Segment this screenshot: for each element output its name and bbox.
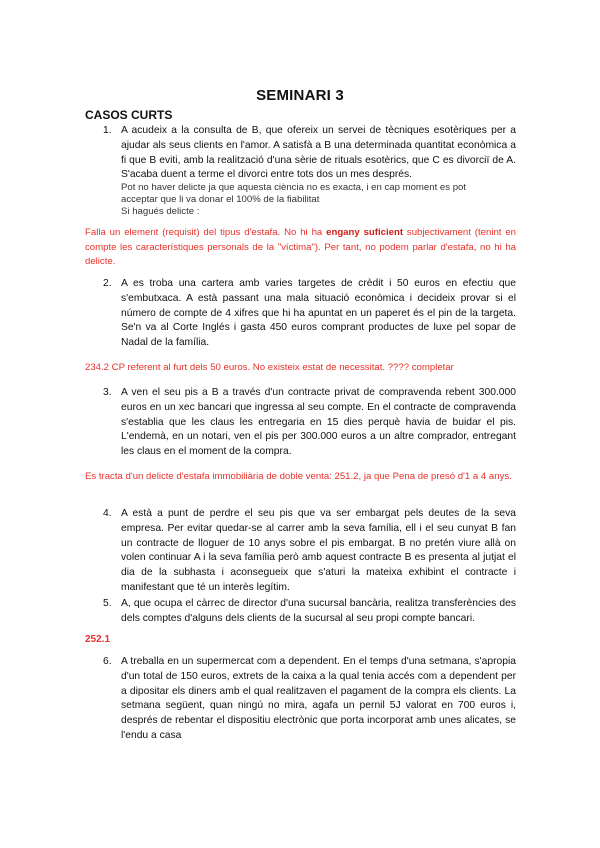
case-text: A està a punt de perdre el seu pis que va ser embargat pels deutes de la seva empresa. Per evitar quedar-se al carrer amb la seva família, ell i el seu cunyat B fan un contracte de lloguer de 10 anys sobre el pis embargat. B no pretén viure allà on volen continuar A i la seva família però amb aquest contracte B es presenta al jutjat el dia de la subhasta i aconsegueix que s'aturi la mateixa exhibint el contracte i manifestant que té un interès legítim. bbox=[121, 508, 516, 593]
note-line: Pot no haver delicte ja que aquesta ciència no es exacta, i en cap moment es pot bbox=[121, 182, 467, 193]
note-line: Si hagués delicte : bbox=[121, 206, 200, 217]
answer-case-2: 234.2 CP referent al furt dels 50 euros. No existeix estat de necessitat. ???? completar bbox=[85, 362, 454, 373]
case-number: 5. bbox=[103, 598, 112, 609]
case-number: 3. bbox=[103, 387, 112, 398]
case-text: A, que ocupa el càrrec de director d'una sucursal bancària, realitza transferències des dels comptes d'alguns dels clients de la sucursal al seu propi compte bancari. bbox=[121, 598, 516, 624]
answer-case-1: Falla un element (requisit) del tipus d'estafa. No hi ha engany suficient subjectivament (tenint en compte les característiques personals de la "víctima"). Per tant, no podem parlar d'estafa, no hi ha delicte. bbox=[85, 227, 517, 267]
case-item-1 bbox=[103, 124, 516, 184]
answer-case-3: Es tracta d'un delicte d'estafa immobiliària de doble venta: 251.2, ja que Pena de presó d'1 a 4 anys. bbox=[85, 471, 512, 482]
document-title: SEMINARI 3 bbox=[256, 87, 344, 104]
case-number: 2. bbox=[103, 278, 112, 289]
section-heading: CASOS CURTS bbox=[85, 108, 173, 122]
case-item-6 bbox=[103, 655, 516, 744]
answer-case-5: 252.1 bbox=[85, 634, 111, 645]
note-line: acceptar que li va donar el 100% de la fiabilitat bbox=[121, 194, 320, 205]
case-number: 6. bbox=[103, 656, 112, 667]
case-text: A ven el seu pis a B a través d'un contracte privat de compravenda rebent 300.000 euros en un xec bancari que ingressa al seu compte. En el contracte de compravenda s'establia que les claus les entregaria en 15 dies perquè havia de buidar el pis. L'endemà, en un notari, ven el pis per 300.000 euros a un altre comprador, entregant les claus en el moment de la compra. bbox=[121, 387, 516, 458]
highlight-text: engany suficient bbox=[326, 227, 404, 238]
case-number: 4. bbox=[103, 508, 112, 519]
case-text: A treballa en un supermercat com a dependent. En el temps d'una setmana, s'apropia d'un total de 150 euros, extrets de la caixa a la qual tenia accés com a dependent per a dipositar els diners amb el qual realitzaven el pagament de la compra els clients. La setmana següent, quan ningú no mira, agafa un pernil 5J valorat en 700 euros i, després de rebentar el dispositiu electrònic que porta incorporat amb unes alicates, se l'endu a casa bbox=[121, 656, 516, 741]
case-item-4 bbox=[103, 507, 516, 596]
case-text: A acudeix a la consulta de B, que ofereix un servei de tècniques esotèriques per a ajudar als seus clients en l'amor. A satisfà a B una determinada quantitat econòmica a fi que B eviti, amb la realització d'una sèrie de rituals esotèrics, que C es divorciï de A. S'acaba duent a terme el divorci entre tots dos un mes després. bbox=[121, 125, 516, 181]
case-number: 1. bbox=[103, 125, 112, 136]
case-item-5 bbox=[103, 597, 516, 627]
case-item-2 bbox=[103, 277, 516, 351]
case-text: A es troba una cartera amb varies targetes de crèdit i 50 euros en efectiu que s'embutxaca. A està passant una mala situació econòmica i decideix provar si el número de compte de 4 xifres que hi ha apuntat en un paperet és el pin de la targeta. Se'n va al Corte Inglés i gasta 450 euros comprant productes de luxe pel sopar de Nadal de la família. bbox=[121, 278, 516, 349]
case-item-3 bbox=[103, 386, 516, 460]
